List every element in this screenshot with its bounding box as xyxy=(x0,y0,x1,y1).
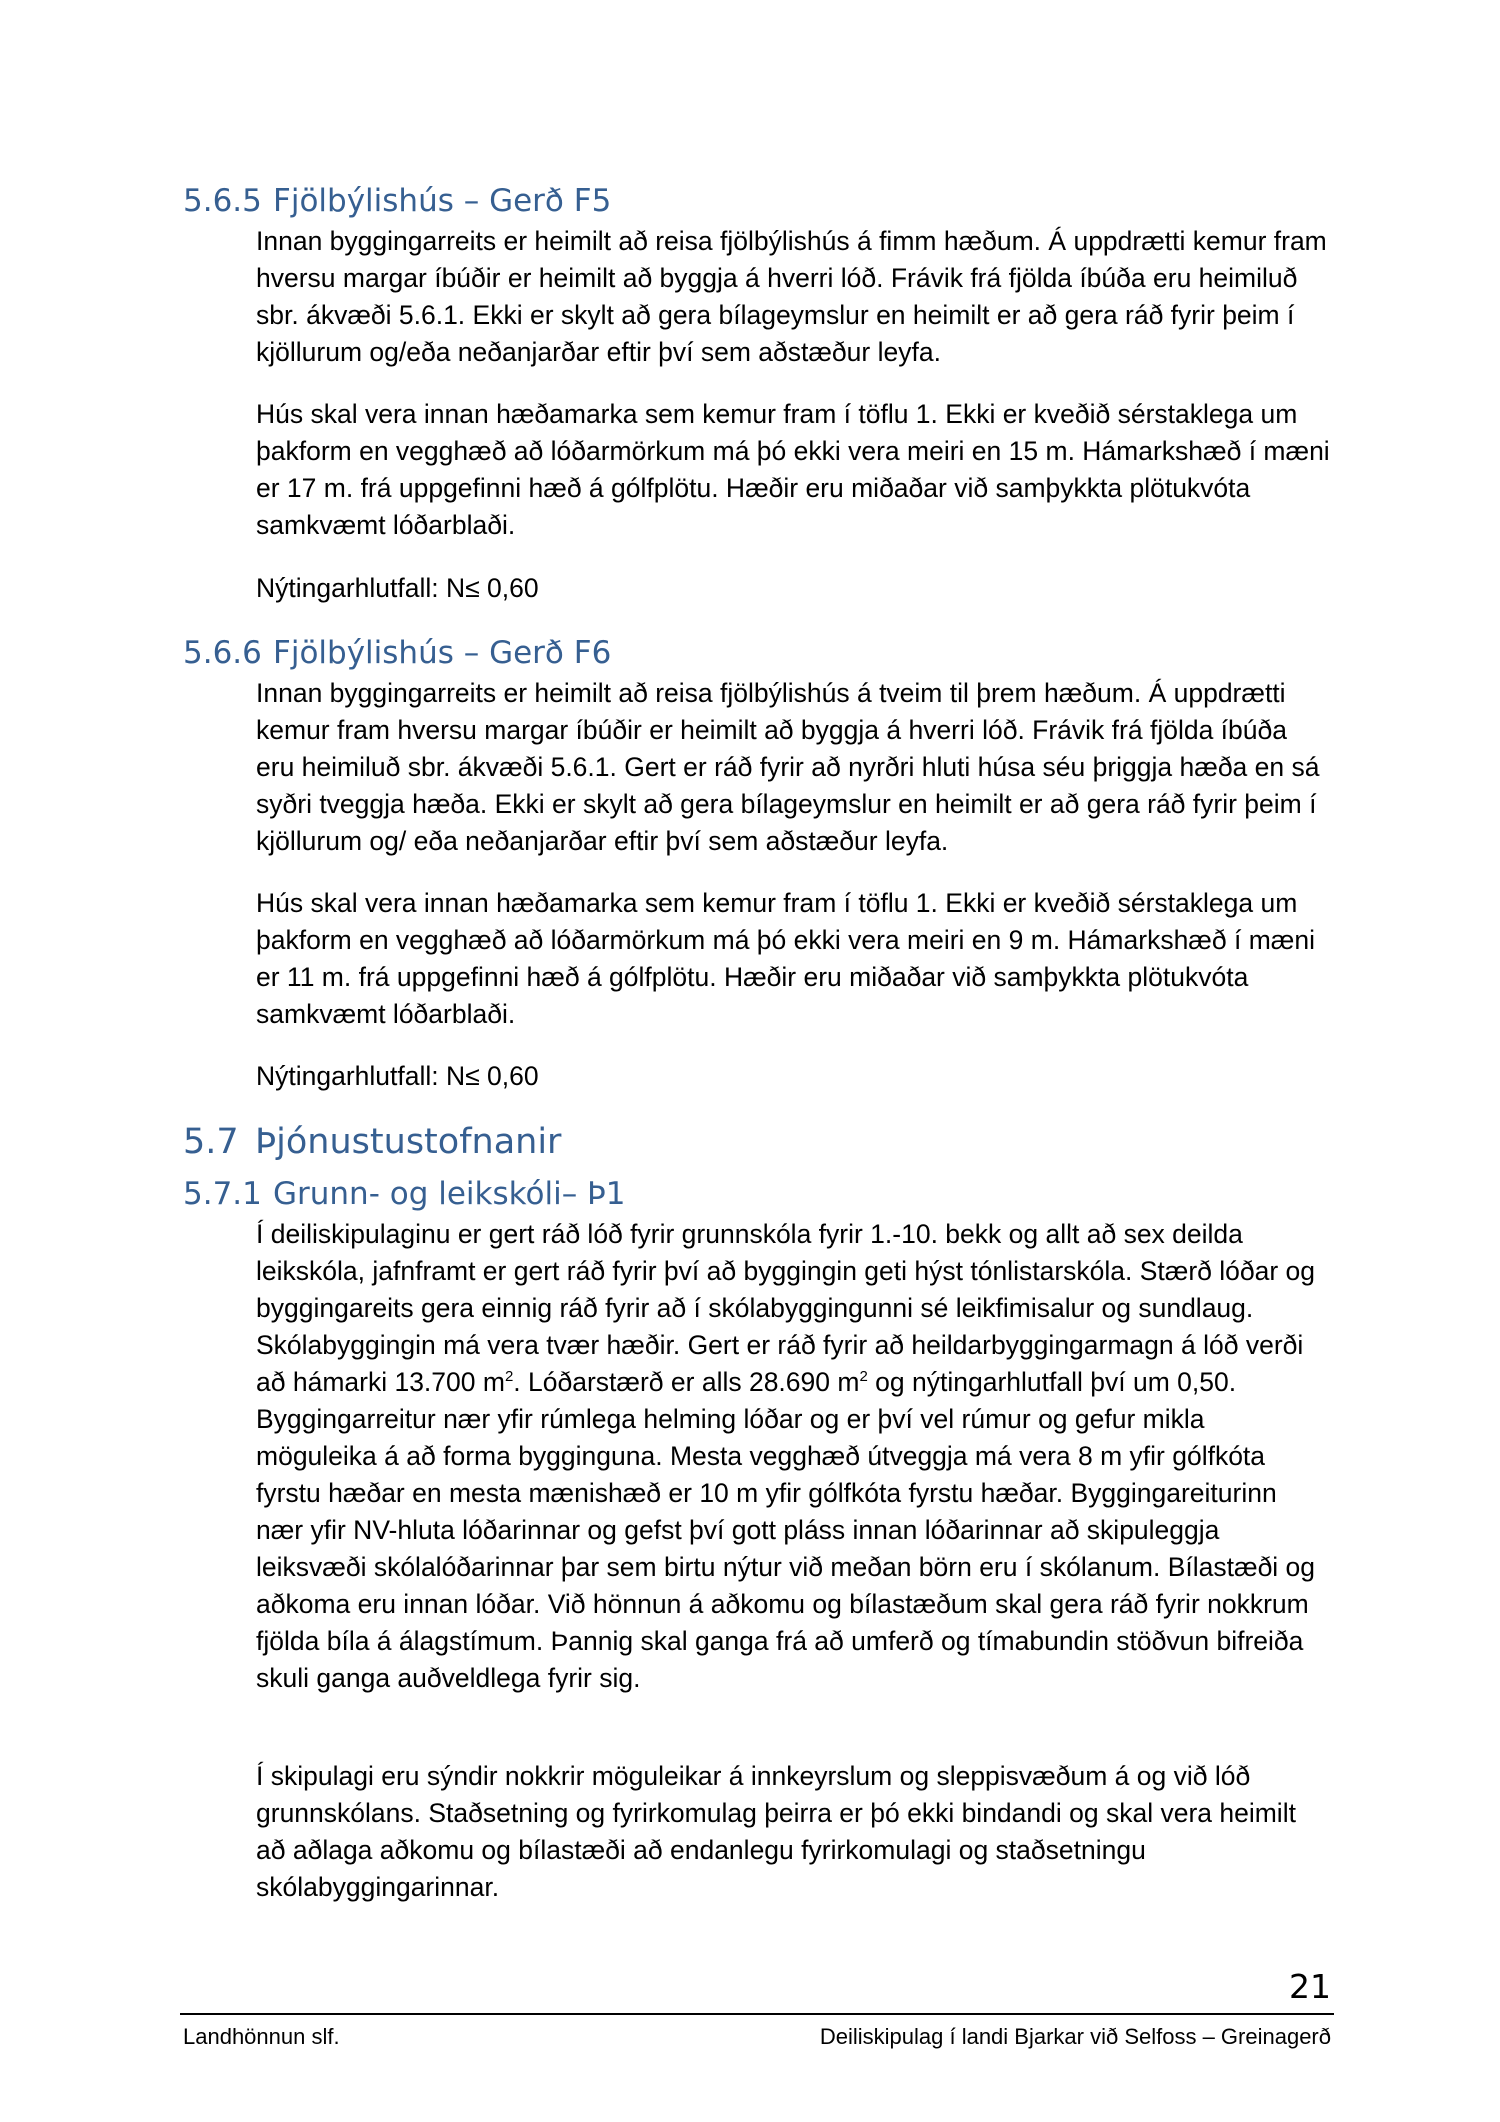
paragraph-text: Í deiliskipulaginu er gert ráð lóð fyrir grunnskóla fyrir 1.-10. bekk og allt að sex deilda leikskóla, jafnframt er gert ráð fyrir því að byggingin geti hýst tónlistarskóla. Stærð lóðar og byggingareits gera einnig ráð fyrir að í skólabyggingunni sé leikfimisalur og sundlaug. Skólabyggingin má vera tvær hæðir. Gert er ráð fyrir að heildarbyggingarmagn á lóð verði að hámarki 13.700 m xyxy=(256,1219,1316,1397)
footer-document-title: Deiliskipulag í landi Bjarkar við Selfoss – Greinagerð xyxy=(819,2024,1331,2049)
heading-5-6-5 xyxy=(183,183,611,219)
paragraph: Nýtingarhlutfall: N≤ 0,60 xyxy=(256,573,539,603)
paragraph-text: . Lóðarstærð er alls 28.690 m xyxy=(513,1367,860,1397)
paragraph: Innan byggingarreits er heimilt að reisa fjölbýlishús á tveim til þrem hæðum. Á uppdrætti kemur fram hversu margar íbúðir er heimilt að byggja á hverri lóð. Frávik frá fjölda íbúða eru heimiluð sbr. ákvæði 5.6.1. Gert er ráð fyrir að nyrðri hluti húsa séu þriggja hæða en sá syðri tveggja hæða. Ekki er skylt að gera bílageymslur en heimilt er að gera ráð fyrir þeim í kjöllurum og/ eða neðanjarðar eftir því sem aðstæður leyfa. xyxy=(256,678,1320,856)
paragraph xyxy=(256,1216,1331,1697)
paragraph: Hús skal vera innan hæðamarka sem kemur fram í töflu 1. Ekki er kveðið sérstaklega um þakform en vegghæð að lóðarmörkum má þó ekki vera meiri en 9 m. Hámarkshæð í mæni er 11 m. frá uppgefinni hæð á gólfplötu. Hæðir eru miðaðar við samþykkta plötukvóta samkvæmt lóðarblaði. xyxy=(256,888,1315,1029)
heading-5-7 xyxy=(183,1122,561,1162)
heading-title: Fjölbýlishús – Gerð F6 xyxy=(273,635,612,671)
page-number: 21 xyxy=(1289,1967,1331,2006)
heading-title: Grunn- og leikskóli– Þ1 xyxy=(273,1176,626,1212)
paragraph: Hús skal vera innan hæðamarka sem kemur fram í töflu 1. Ekki er kveðið sérstaklega um þakform en vegghæð að lóðarmörkum má þó ekki vera meiri en 15 m. Hámarkshæð í mæni er 17 m. frá uppgefinni hæð á gólfplötu. Hæðir eru miðaðar við samþykkta plötukvóta samkvæmt lóðarblaði. xyxy=(256,399,1330,540)
footer-divider xyxy=(180,2013,1334,2015)
heading-number: 5.6.6 xyxy=(183,635,262,671)
paragraph: Nýtingarhlutfall: N≤ 0,60 xyxy=(256,1061,539,1091)
heading-title: Fjölbýlishús – Gerð F5 xyxy=(273,183,612,219)
heading-5-7-1 xyxy=(183,1176,626,1212)
heading-number: 5.7 xyxy=(183,1122,239,1162)
footer-company: Landhönnun slf. xyxy=(183,2024,340,2049)
heading-5-6-6 xyxy=(183,635,611,671)
heading-title: Þjónustustofnanir xyxy=(255,1122,562,1162)
heading-number: 5.7.1 xyxy=(183,1176,262,1212)
paragraph-text: og nýtingarhlutfall því um 0,50. Byggingarreitur nær yfir rúmlega helming lóðar og er því vel rúmur og gefur mikla möguleika á að forma bygginguna. Mesta vegghæð útveggja má vera 8 m yfir gólfkóta fyrstu hæðar en mesta mænishæð er 10 m yfir gólfkóta fyrstu hæðar. Byggingareiturinn nær yfir NV-hluta lóðarinnar og gefst því gott pláss innan lóðarinnar að skipuleggja leiksvæði skólalóðarinnar þar sem birtu nýtur við meðan börn eru í skólanum. Bílastæði og aðkoma eru innan lóðar. Við hönnun á aðkomu og bílastæðum skal gera ráð fyrir nokkrum fjölda bíla á álagstímum. Þannig skal ganga frá að umferð og tímabundin stöðvun bifreiða skuli ganga auðveldlega fyrir sig. xyxy=(256,1367,1316,1693)
paragraph: Innan byggingarreits er heimilt að reisa fjölbýlishús á fimm hæðum. Á uppdrætti kemur fram hversu margar íbúðir er heimilt að byggja á hverri lóð. Frávik frá fjölda íbúða eru heimiluð sbr. ákvæði 5.6.1. Ekki er skylt að gera bílageymslur en heimilt er að gera ráð fyrir þeim í kjöllurum og/eða neðanjarðar eftir því sem aðstæður leyfa. xyxy=(256,226,1327,367)
paragraph: Í skipulagi eru sýndir nokkrir möguleikar á innkeyrslum og sleppisvæðum á og við lóð grunnskólans. Staðsetning og fyrirkomulag þeirra er þó ekki bindandi og skal vera heimilt að aðlaga aðkomu og bílastæði að endanlegu fyrirkomulagi og staðsetningu skólabyggingarinnar. xyxy=(256,1761,1296,1902)
heading-number: 5.6.5 xyxy=(183,183,262,219)
superscript: 2 xyxy=(504,1368,514,1386)
superscript: 2 xyxy=(859,1368,868,1386)
